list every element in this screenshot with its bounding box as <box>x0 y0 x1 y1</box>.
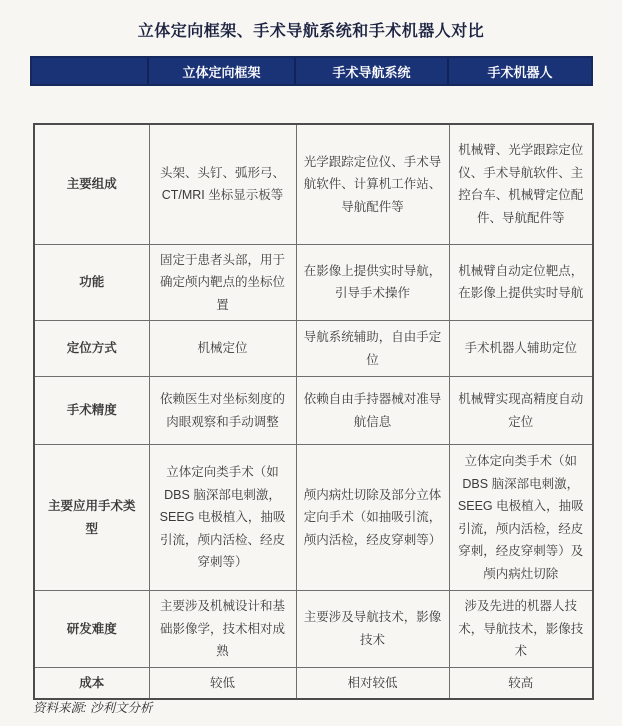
table-cell: 头架、头钉、弧形弓、CT/MRI 坐标显示板等 <box>149 124 296 244</box>
table-cell: 主要涉及机械设计和基础影像学，技术相对成熟 <box>149 591 296 668</box>
table-row <box>34 377 593 445</box>
row-label: 成本 <box>34 667 149 699</box>
table-row <box>34 445 593 591</box>
table-cell: 机械臂实现高精度自动定位 <box>449 377 593 445</box>
table-cell: 导航系统辅助，自由手定位 <box>296 321 449 377</box>
column-header-stereotactic-frame: 立体定向框架 <box>149 58 296 84</box>
table-cell: 涉及先进的机器人技术，导航技术，影像技术 <box>449 591 593 668</box>
table-header-bar <box>30 56 593 86</box>
table-cell: 颅内病灶切除及部分立体定向手术（如抽吸引流，颅内活检，经皮穿刺等） <box>296 445 449 591</box>
table-cell: 立体定向类手术（如DBS 脑深部电刺激，SEEG 电极植入，抽吸引流，颅内活检，经皮穿刺，经皮穿刺等）及颅内病灶切除 <box>449 445 593 591</box>
table-row <box>34 591 593 668</box>
table-cell: 在影像上提供实时导航，引导手术操作 <box>296 244 449 321</box>
source-note: 资料来源: 沙利文分析 <box>33 701 153 715</box>
table-cell: 光学跟踪定位仪、手术导航软件、计算机工作站、导航配件等 <box>296 124 449 244</box>
table-cell: 手术机器人辅助定位 <box>449 321 593 377</box>
table-row <box>34 124 593 244</box>
row-label: 主要应用手术类型 <box>34 445 149 591</box>
column-header-surgical-robot: 手术机器人 <box>487 64 553 80</box>
table-cell: 依赖自由手持器械对准导航信息 <box>296 377 449 445</box>
row-label: 主要组成 <box>34 124 149 244</box>
table-cell: 相对较低 <box>296 667 449 699</box>
row-label: 研发难度 <box>34 591 149 668</box>
table-cell: 机械定位 <box>149 321 296 377</box>
row-label: 定位方式 <box>34 321 149 377</box>
table-cell: 依赖医生对坐标刻度的肉眼观察和手动调整 <box>149 377 296 445</box>
table-cell: 立体定向类手术（如DBS 脑深部电刺激，SEEG 电极植入，抽吸引流，颅内活检、经皮穿刺等） <box>149 445 296 591</box>
table-cell: 主要涉及导航技术，影像技术 <box>296 591 449 668</box>
page-title: 立体定向框架、手术导航系统和手术机器人对比 <box>137 23 485 40</box>
row-label: 功能 <box>34 244 149 321</box>
column-header-empty <box>32 58 149 84</box>
column-header-navigation-system: 手术导航系统 <box>296 58 449 84</box>
table-cell: 固定于患者头部，用于确定颅内靶点的坐标位置 <box>149 244 296 321</box>
table-cell: 较高 <box>449 667 593 699</box>
row-label: 手术精度 <box>34 377 149 445</box>
table-row <box>34 667 593 699</box>
table-cell: 机械臂、光学跟踪定位仪、手术导航软件、主控台车、机械臂定位配件、导航配件等 <box>449 124 593 244</box>
table-cell: 较低 <box>149 667 296 699</box>
table-row <box>34 321 593 377</box>
comparison-table <box>33 123 594 700</box>
table-row <box>34 244 593 321</box>
table-cell: 机械臂自动定位靶点，在影像上提供实时导航 <box>449 244 593 321</box>
